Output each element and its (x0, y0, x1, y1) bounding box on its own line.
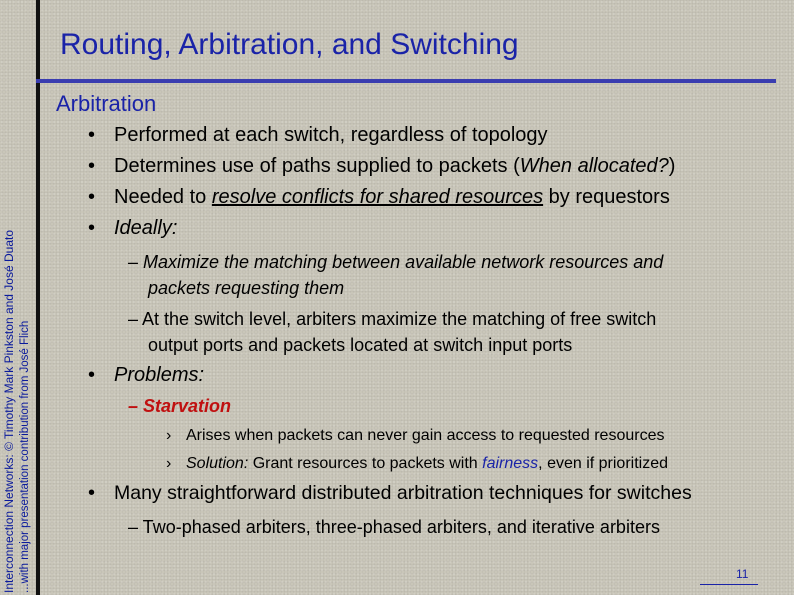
sidebar-credit-line1: Interconnection Networks: © Timothy Mark Pinkston and José Duato (2, 229, 16, 593)
sidebar-credit-line2: ...with major presentation contribution from José Flich (19, 320, 31, 593)
bullet-text: Performed at each switch, regardless of topology (114, 124, 548, 146)
sub-bullet-item (128, 306, 656, 358)
page-number-rule (700, 584, 758, 585)
bullet-text-part: Needed to (114, 186, 212, 208)
bullet-text-part: ) (668, 155, 676, 177)
sub-bullet-line: – Maximize the matching between available network resources and (128, 252, 664, 272)
sub-sub-bullet-italic: Solution: (186, 455, 249, 472)
bullet-dot: • (88, 364, 96, 386)
sub-bullet-item: – Two-phased arbiters, three-phased arbiters, and iterative arbiters (128, 517, 660, 537)
sub-sub-bullet-part: , even if prioritized (538, 455, 669, 472)
sub-bullet-item: – Starvation (128, 396, 232, 416)
sub-bullet-line: – At the switch level, arbiters maximize the matching of free switch (128, 309, 657, 329)
bullet-text-part: by requestors (543, 186, 670, 208)
bullet-text (114, 155, 675, 178)
page-number: 11 (736, 567, 749, 581)
section-heading: Arbitration (56, 91, 157, 116)
sub-sub-bullet-text: Arises when packets can never gain access to requested resources (186, 427, 665, 444)
bullet-text: Ideally: (114, 217, 178, 239)
bullet-dot: • (88, 124, 96, 146)
bullet-text-italic: When allocated? (519, 155, 669, 177)
sub-sub-bullet-part: Grant resources to packets with (248, 455, 483, 472)
bullet-dot: • (88, 186, 96, 208)
bullet-text: Many straightforward distributed arbitration techniques for switches (114, 482, 692, 504)
sidebar-credit (0, 0, 40, 595)
arrow-bullet-icon: › (166, 427, 172, 444)
sub-sub-bullet-text (186, 455, 668, 473)
bullet-text-part: Determines use of paths supplied to packets ( (114, 155, 520, 177)
sub-sub-bullet-highlight: fairness (482, 455, 539, 472)
sub-bullet-item (128, 249, 663, 301)
bullet-dot: • (88, 155, 96, 177)
bullet-text: Problems: (114, 364, 205, 386)
bullet-dot: • (88, 482, 96, 504)
slide-title: Routing, Arbitration, and Switching (60, 28, 519, 61)
sub-bullet-line: packets requesting them (148, 278, 345, 298)
arrow-bullet-icon: › (166, 455, 172, 472)
bullet-dot: • (88, 217, 96, 239)
bullet-text (114, 186, 670, 209)
sub-bullet-line: output ports and packets located at switch input ports (148, 335, 573, 355)
bullet-text-underlined: resolve conflicts for shared resources (211, 186, 544, 208)
title-underline-rule (36, 79, 776, 83)
